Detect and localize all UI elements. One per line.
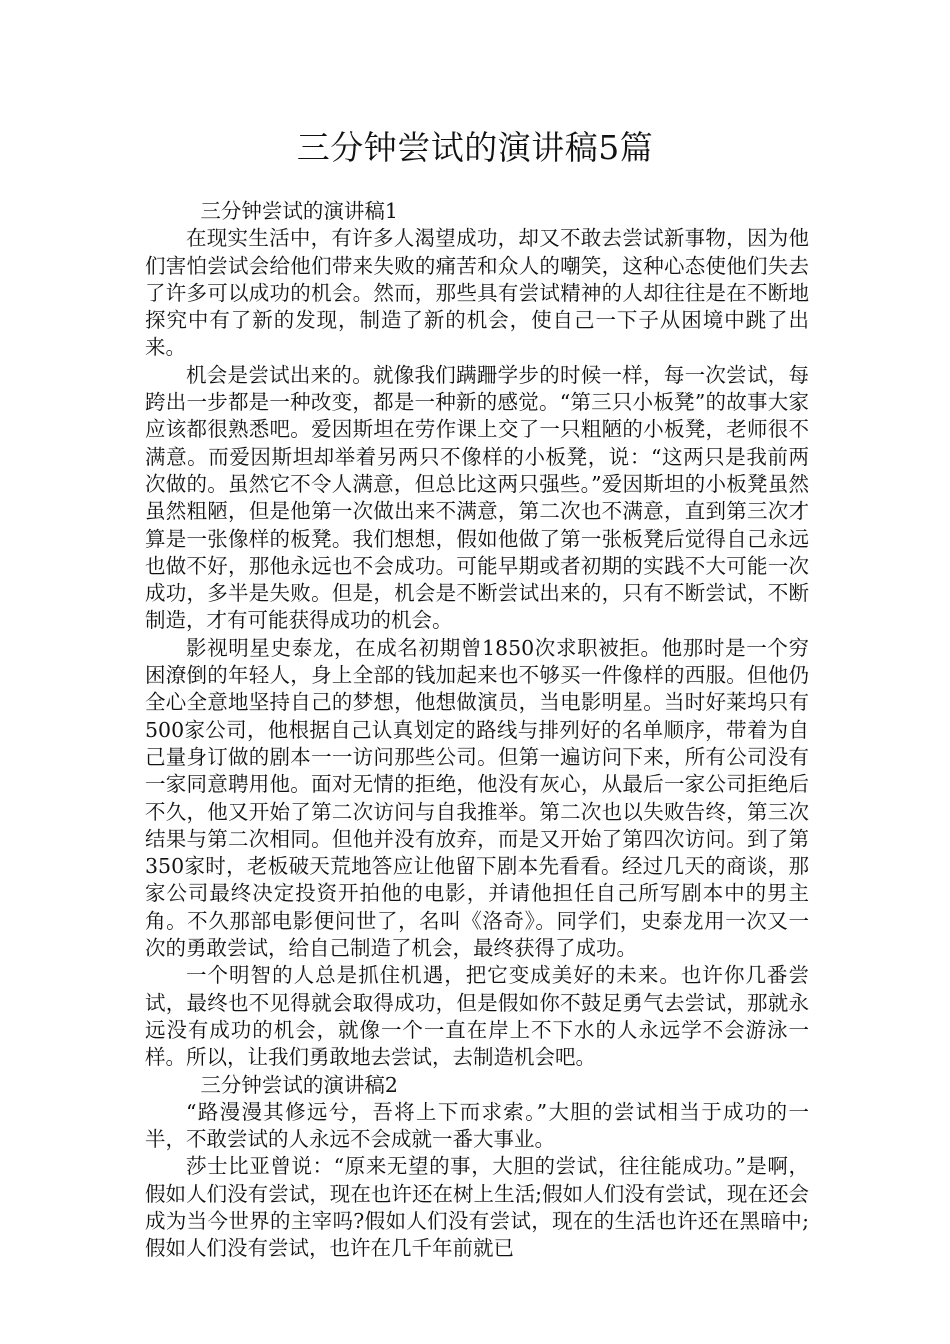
body-paragraph: 一个明智的人总是抓住机遇，把它变成美好的未来。也许你几番尝试，最终也不见得就会取得成功，但是假如你不鼓足勇气去尝试，那就永远没有成功的机会，就像一个一直在岸上不下水的人永远学不会游泳一样。所以，让我们勇敢地去尝试，去制造机会吧。 bbox=[145, 963, 809, 1070]
document-title: 三分钟尝试的演讲稿5篇 bbox=[296, 128, 654, 167]
body-paragraph: 在现实生活中，有许多人渴望成功，却又不敢去尝试新事物，因为他们害怕尝试会给他们带来失败的痛苦和众人的嘲笑，这种心态使他们失去了许多可以成功的机会。然而，那些具有尝试精神的人却往往是在不断地探究中有了新的发现，制造了新的机会，使自己一下子从困境中跳了出来。 bbox=[145, 226, 809, 360]
body-paragraph: “路漫漫其修远兮，吾将上下而求索。”大胆的尝试相当于成功的一半，不敢尝试的人永远不会成就一番大事业。 bbox=[145, 1099, 809, 1152]
body-paragraph: 莎士比亚曾说：“原来无望的事，大胆的尝试，往往能成功。”是啊，假如人们没有尝试，现在也许还在树上生活;假如人们没有尝试，现在还会成为当今世界的主宰吗?假如人们没有尝试，现在的生活也许还在黑暗中;假如人们没有尝试，也许在几千年前就已 bbox=[145, 1154, 809, 1261]
body-paragraph: 机会是尝试出来的。就像我们蹒跚学步的时候一样，每一次尝试，每跨出一步都是一种改变，都是一种新的感觉。“第三只小板凳”的故事大家应该都很熟悉吧。爱因斯坦在劳作课上交了一只粗陋的小板凳，老师很不满意。而爱因斯坦却举着另两只不像样的小板凳，说：“这两只是我前两次做的。虽然它不令人满意，但总比这两只强些。”爱因斯坦的小板凳虽然虽然粗陋，但是他第一次做出来不满意，第二次也不满意，直到第三次才算是一张像样的板凳。我们想想，假如他做了第一张板凳后觉得自己永远也做不好，那他永远也不会成功。可能早期或者初期的实践不大可能一次成功，多半是失败。但是，机会是不断尝试出来的，只有不断尝试，不断制造，才有可能获得成功的机会。 bbox=[145, 362, 809, 633]
speech-heading: 三分钟尝试的演讲稿2 bbox=[200, 1072, 398, 1097]
speech-heading: 三分钟尝试的演讲稿1 bbox=[200, 199, 398, 223]
document-body bbox=[145, 198, 809, 1263]
body-paragraph: 影视明星史泰龙，在成名初期曾1850次求职被拒。他那时是一个穷困潦倒的年轻人，身上全部的钱加起来也不够买一件像样的西服。但他仍全心全意地坚持自己的梦想，他想做演员，当电影明星。当时好莱坞只有500家公司，他根据自己认真划定的路线与排列好的名单顺序，带着为自己量身订做的剧本一一访问那些公司。但第一遍访问下来，所有公司没有一家同意聘用他。面对无情的拒绝，他没有灰心，从最后一家公司拒绝后不久，他又开始了第二次访问与自我推举。第二次也以失败告终，第三次结果与第二次相同。但他并没有放弃，而是又开始了第四次访问。到了第350家时，老板破天荒地答应让他留下剧本先看看。经过几天的商谈，那家公司最终决定投资开拍他的电影，并请他担任自己所写剧本中的男主角。不久那部电影便问世了，名叫《洛奇》。同学们，史泰龙用一次又一次的勇敢尝试，给自己制造了机会，最终获得了成功。 bbox=[145, 635, 809, 961]
